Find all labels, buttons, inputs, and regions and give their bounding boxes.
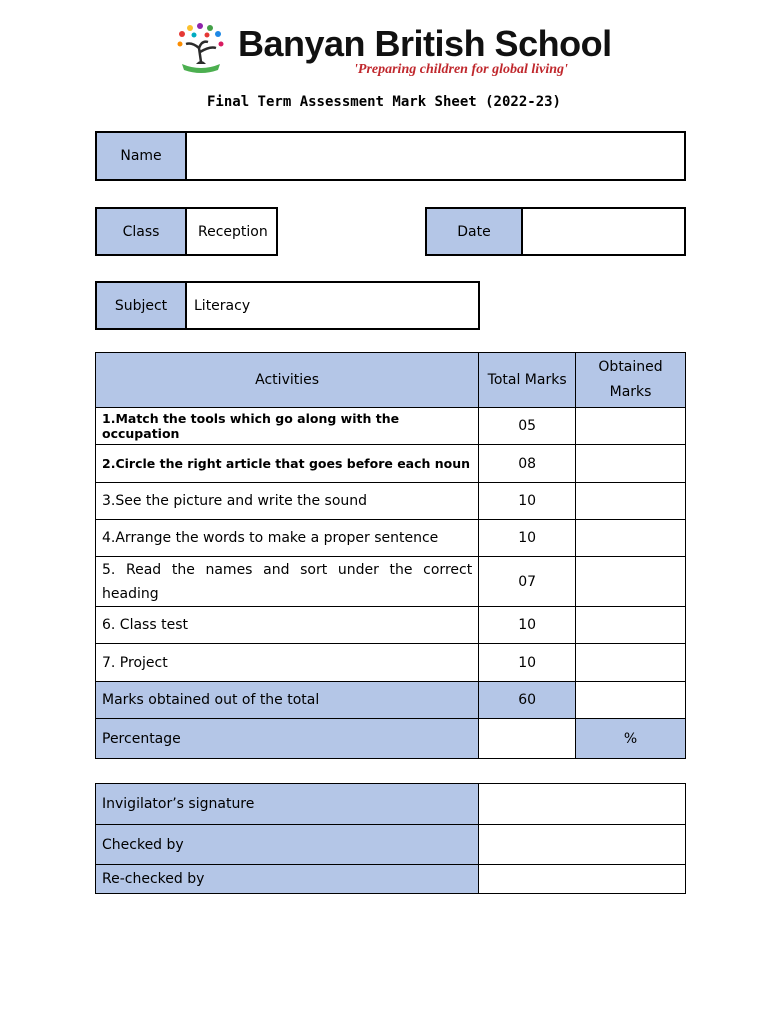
obtained-marks-cell[interactable] bbox=[576, 607, 686, 644]
total-marks-cell: 10 bbox=[479, 607, 576, 644]
class-field[interactable]: Reception bbox=[198, 223, 268, 240]
table-row bbox=[96, 408, 686, 445]
total-marks-cell: 10 bbox=[479, 483, 576, 520]
total-row-obtained[interactable] bbox=[576, 682, 686, 719]
table-header-row bbox=[96, 353, 686, 408]
table-row bbox=[96, 557, 686, 607]
school-logo-icon bbox=[172, 22, 230, 76]
percentage-label: Percentage bbox=[96, 719, 479, 759]
percentage-row bbox=[96, 719, 686, 759]
date-field[interactable] bbox=[523, 209, 684, 254]
table-row bbox=[96, 644, 686, 682]
class-label: Class bbox=[97, 209, 187, 254]
total-marks-cell: 10 bbox=[479, 520, 576, 557]
activity-cell: 3.See the picture and write the sound bbox=[96, 483, 479, 520]
total-marks-cell: 07 bbox=[479, 557, 576, 607]
table-row bbox=[96, 445, 686, 483]
obtained-marks-cell[interactable] bbox=[576, 445, 686, 483]
obtained-marks-cell[interactable] bbox=[576, 520, 686, 557]
signature-row bbox=[96, 825, 686, 865]
invigilator-signature-field[interactable] bbox=[479, 784, 686, 825]
name-box bbox=[95, 131, 686, 181]
checked-by-label: Checked by bbox=[96, 825, 479, 865]
percentage-symbol: % bbox=[576, 719, 686, 759]
invigilator-signature-label: Invigilator’s signature bbox=[96, 784, 479, 825]
date-box bbox=[425, 207, 686, 256]
activities-header: Activities bbox=[96, 353, 479, 408]
rechecked-by-label: Re-checked by bbox=[96, 865, 479, 894]
subject-box bbox=[95, 281, 480, 330]
table-row bbox=[96, 483, 686, 520]
name-label: Name bbox=[97, 133, 187, 179]
checked-by-field[interactable] bbox=[479, 825, 686, 865]
table-row bbox=[96, 520, 686, 557]
obtained-marks-cell[interactable] bbox=[576, 483, 686, 520]
table-row bbox=[96, 607, 686, 644]
obtained-marks-cell[interactable] bbox=[576, 408, 686, 445]
total-marks-header: Total Marks bbox=[479, 353, 576, 408]
document-title: Final Term Assessment Mark Sheet (2022-23) bbox=[206, 94, 561, 110]
activity-cell: 1.Match the tools which go along with the occupation bbox=[96, 408, 479, 445]
total-marks-cell: 08 bbox=[479, 445, 576, 483]
total-row-label: Marks obtained out of the total bbox=[96, 682, 479, 719]
activity-cell: 7. Project bbox=[96, 644, 479, 682]
activity-cell: 4.Arrange the words to make a proper sentence bbox=[96, 520, 479, 557]
rechecked-by-field[interactable] bbox=[479, 865, 686, 894]
total-marks-cell: 05 bbox=[479, 408, 576, 445]
total-marks-cell: 10 bbox=[479, 644, 576, 682]
activity-cell: 5. Read the names and sort under the correct heading bbox=[96, 557, 479, 607]
activity-cell: 2.Circle the right article that goes before each noun bbox=[96, 445, 479, 483]
school-name: Banyan British School bbox=[238, 23, 612, 64]
marks-table bbox=[95, 352, 686, 759]
activity-cell: 6. Class test bbox=[96, 607, 479, 644]
signature-row bbox=[96, 784, 686, 825]
subject-label: Subject bbox=[97, 283, 187, 328]
obtained-marks-cell[interactable] bbox=[576, 557, 686, 607]
percentage-value[interactable] bbox=[479, 719, 576, 759]
total-row bbox=[96, 682, 686, 719]
obtained-marks-header: Obtained Marks bbox=[576, 353, 686, 408]
class-box bbox=[95, 207, 278, 256]
date-label: Date bbox=[427, 209, 523, 254]
total-row-total: 60 bbox=[479, 682, 576, 719]
subject-field[interactable]: Literacy bbox=[194, 297, 251, 314]
obtained-marks-cell[interactable] bbox=[576, 644, 686, 682]
name-field[interactable] bbox=[187, 133, 684, 179]
signature-row bbox=[96, 865, 686, 894]
signatures-table bbox=[95, 783, 686, 894]
school-tagline: 'Preparing children for global living' bbox=[354, 62, 568, 77]
